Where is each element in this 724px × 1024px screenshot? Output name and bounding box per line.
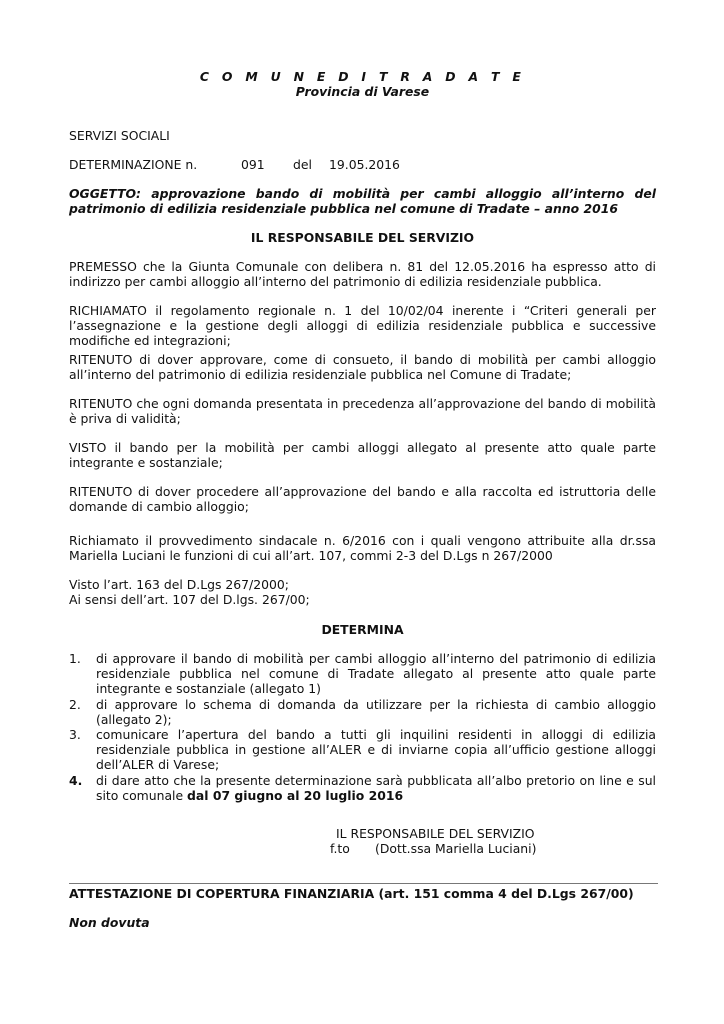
paragraph-premesso: PREMESSO che la Giunta Comunale con delibera n. 81 del 12.05.2016 ha espresso atto di indirizzo per cambi alloggio all’interno del patrimonio di edilizia residenziale pubblica. — [69, 259, 656, 290]
item-text: di dare atto che la presente determinazione sarà pubblicata all’albo pretorio on line e sul sito comunale — [96, 772, 656, 803]
paragraph-richiamato: RICHIAMATO il regolamento regionale n. 1 del 10/02/04 inerente i “Criteri generali per l’assegnazione e la gestione degli alloggi di edilizia residenziale pubblica e successive modifiche ed integrazioni; — [69, 303, 656, 349]
determinazione-date: 19.05.2016 — [329, 157, 400, 172]
item-number: 2. — [69, 696, 81, 712]
determina-item — [69, 651, 656, 697]
paragraph-ritenuto-1: RITENUTO di dover approvare, come di consueto, il bando di mobilità per cambi alloggio all’interno del patrimonio di edilizia residenziale pubblica nel Comune di Tradate; — [69, 352, 656, 383]
attestazione-heading: ATTESTAZIONE DI COPERTURA FINANZIARIA (art. 151 comma 4 del D.Lgs 267/00) — [69, 886, 634, 901]
responsabile-heading: IL RESPONSABILE DEL SERVIZIO — [250, 230, 475, 245]
provincia-subtitle: Provincia di Varese — [295, 84, 430, 99]
paragraph-visto: VISTO il bando per la mobilità per cambi alloggi allegato al presente atto quale parte integrante e sostanziale; — [69, 440, 656, 471]
item-number: 3. — [69, 727, 81, 743]
determinazione-line — [69, 157, 656, 172]
determinazione-label: DETERMINAZIONE n. — [69, 157, 198, 172]
section-divider — [69, 883, 658, 884]
determina-heading: DETERMINA — [321, 622, 404, 637]
servizi-label: SERVIZI SOCIALI — [69, 128, 170, 143]
item-number: 1. — [69, 651, 81, 666]
oggetto: OGGETTO: approvazione bando di mobilità per cambi alloggio all’interno del patrimonio di edilizia residenziale pubblica nel comune di Tradate – anno 2016 — [69, 186, 656, 217]
paragraph-richiamato-2: Richiamato il provvedimento sindacale n. 6/2016 con i quali vengono attribuite alla dr.ssa Mariella Luciani le funzioni di cui all’art. 107, commi 2-3 del D.Lgs n 267/2000 — [69, 533, 656, 564]
item-text: di approvare lo schema di domanda da utilizzare per la richiesta di cambio alloggio (allegato 2); — [96, 696, 656, 727]
determinazione-number: 091 — [241, 157, 265, 172]
determinazione-del: del — [293, 157, 312, 172]
signature-fto: f.to — [330, 841, 350, 856]
non-dovuta: Non dovuta — [69, 915, 150, 930]
item-text: di approvare il bando di mobilità per cambi alloggio all’interno del patrimonio di edilizia residenziale pubblica nel comune di Tradate allegato al presente atto quale parte integrante e sostanziale (allegato 1) — [96, 651, 656, 697]
comune-title: C O M U N E D I T R A D A T E — [199, 69, 526, 84]
paragraph-ritenuto-3: RITENUTO di dover procedere all’approvazione del bando e alla raccolta ed istruttoria delle domande di cambio alloggio; — [69, 484, 656, 515]
ai-sensi-art-107: Ai sensi dell’art. 107 del D.lgs. 267/00; — [69, 592, 310, 607]
signature-name: (Dott.ssa Mariella Luciani) — [375, 841, 537, 856]
signature-title: IL RESPONSABILE DEL SERVIZIO — [336, 826, 535, 841]
item-date-range: dal 07 giugno al 20 luglio 2016 — [187, 787, 404, 803]
paragraph-ritenuto-2: RITENUTO che ogni domanda presentata in precedenza all’approvazione del bando di mobilità è priva di validità; — [69, 396, 656, 427]
determina-item — [69, 773, 656, 803]
determina-item — [69, 727, 656, 773]
determina-item — [69, 697, 656, 727]
item-number: 4. — [69, 772, 83, 788]
determina-list — [69, 651, 656, 803]
item-text: comunicare l’apertura del bando a tutti gli inquilini residenti in alloggi di edilizia residenziale pubblica in gestione all’ALER e di inviarne copia all’ufficio gestione alloggi dell’ALER di Varese; — [96, 727, 656, 773]
visto-art-163: Visto l’art. 163 del D.Lgs 267/2000; — [69, 577, 289, 592]
